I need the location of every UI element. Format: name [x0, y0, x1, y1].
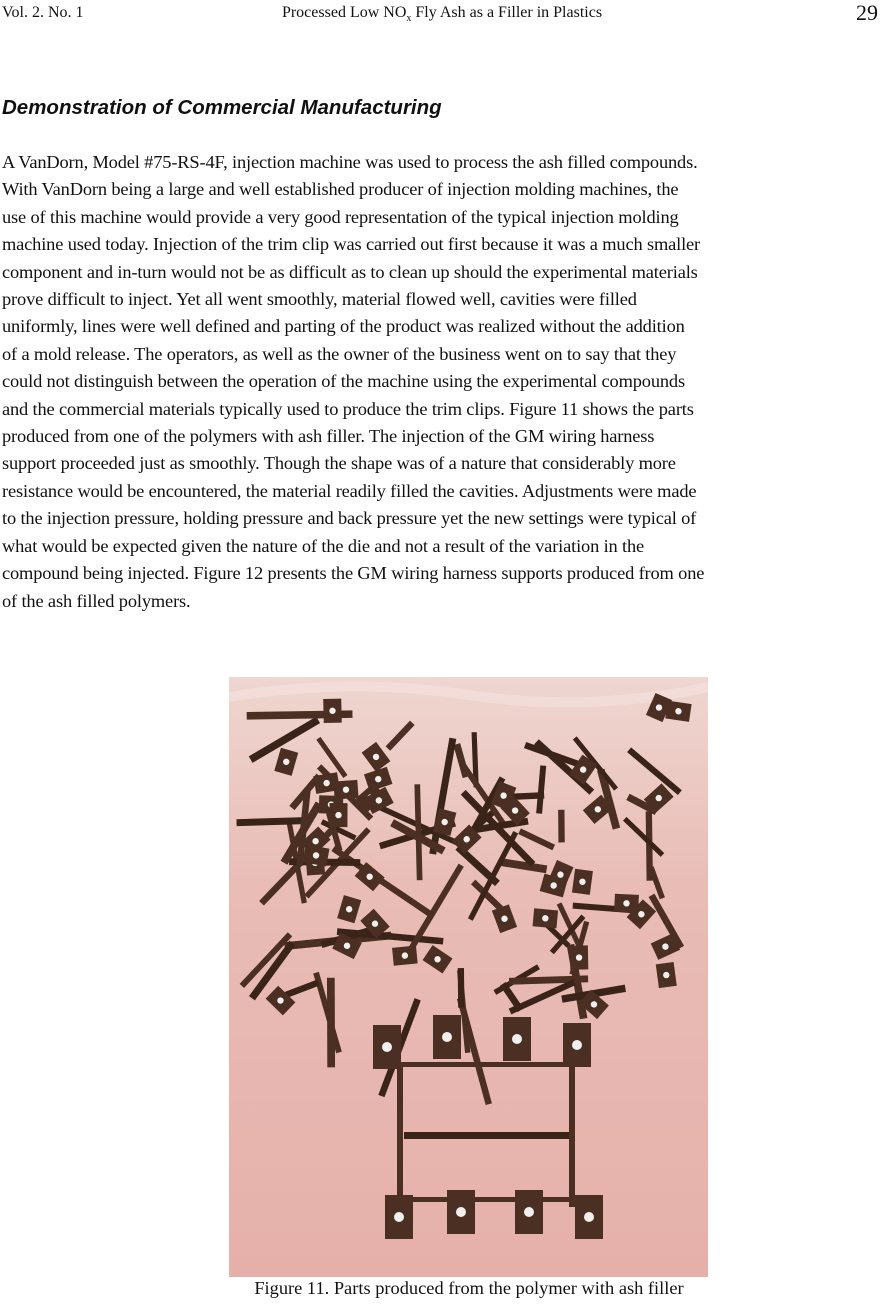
- page-header: [0, 2, 884, 26]
- part-bar: [327, 978, 335, 1068]
- clip-tab: [329, 803, 347, 827]
- figure-caption: Figure 11. Parts produced from the polymer with ash filler: [254, 1278, 684, 1298]
- clip-tab: [533, 908, 559, 928]
- body-line: component and in-turn would not be as difficult as to clean up should the experimental materials: [2, 261, 698, 282]
- clip-hole: [442, 1032, 452, 1042]
- body-line: prove difficult to inject. Yet all went smoothly, material flowed well, cavities were filled: [2, 289, 637, 310]
- clip-hole: [394, 1212, 404, 1222]
- body-line: A VanDorn, Model #75-RS-4F, injection machine was used to process the ash filled compounds.: [2, 152, 698, 172]
- running-title-prefix: Processed Low NO: [281, 4, 407, 21]
- journal-volume: Vol. 2. No. 1: [2, 4, 84, 21]
- body-line: use of this machine would provide a very good representation of the typical injection molding: [2, 206, 679, 227]
- frame-bottom-bar: [399, 1197, 579, 1202]
- clip-hole: [512, 1034, 522, 1044]
- frame-crossbar: [404, 1132, 569, 1139]
- running-title-subscript: x: [406, 13, 412, 25]
- part-bar: [458, 968, 465, 1008]
- clip-hole: [456, 1207, 466, 1217]
- clip-tab: [614, 894, 639, 913]
- part-bar: [558, 810, 565, 843]
- running-title: [0, 4, 884, 24]
- clip-tab: [323, 699, 342, 723]
- running-title-suffix: Fly Ash as a Filler in Plastics: [411, 4, 603, 21]
- body-line: support proceeded just as smoothly. Though the shape was of a nature that considerably more: [2, 453, 676, 474]
- frame-rail-right: [569, 1057, 575, 1207]
- figure-11-photo: [229, 677, 708, 1277]
- clip-tab: [572, 869, 593, 895]
- frame-top-bar: [397, 1062, 577, 1067]
- frame-rail-left: [397, 1067, 403, 1207]
- body-line: could not distinguish between the operation of the machine using the experimental compounds: [2, 371, 685, 392]
- photo-background: [229, 677, 708, 1277]
- clip-tab: [570, 945, 588, 969]
- body-line: what would be expected given the nature of the die and not a result of the variation in the: [2, 535, 645, 556]
- clip-hole: [524, 1207, 534, 1217]
- clip-tab: [392, 945, 418, 965]
- clip-hole: [584, 1212, 594, 1222]
- section-title: Demonstration of Commercial Manufacturing: [2, 96, 442, 119]
- body-line: to the injection pressure, holding pressure and back pressure yet the new settings were typical of: [2, 508, 697, 529]
- body-line: of a mold release. The operators, as well as the owner of the business went on to say that they: [2, 343, 677, 364]
- page-number: 29: [856, 0, 878, 25]
- body-paragraph: [2, 149, 884, 615]
- body-line: compound being injected. Figure 12 presents the GM wiring harness supports produced from one: [2, 563, 705, 584]
- body-line: produced from one of the polymers with ash filler. The injection of the GM wiring harness: [2, 426, 655, 447]
- clip-hole: [382, 1042, 392, 1052]
- body-line: and the commercial materials typically used to produce the trim clips. Figure 11 shows the parts: [2, 398, 694, 419]
- body-line: resistance would be encountered, the material readily filled the cavities. Adjustments were made: [2, 480, 697, 501]
- body-line: With VanDorn being a large and well established producer of injection molding machines, the: [2, 179, 679, 200]
- body-line: machine used today. Injection of the trim clip was carried out first because it was a much smaller: [2, 234, 701, 255]
- body-line: of the ash filled polymers.: [2, 590, 191, 611]
- body-line: uniformly, lines were well defined and parting of the product was realized without the addition: [2, 316, 685, 337]
- clip-hole: [572, 1040, 582, 1050]
- clip-tab: [333, 780, 358, 800]
- clip-tab: [656, 962, 677, 988]
